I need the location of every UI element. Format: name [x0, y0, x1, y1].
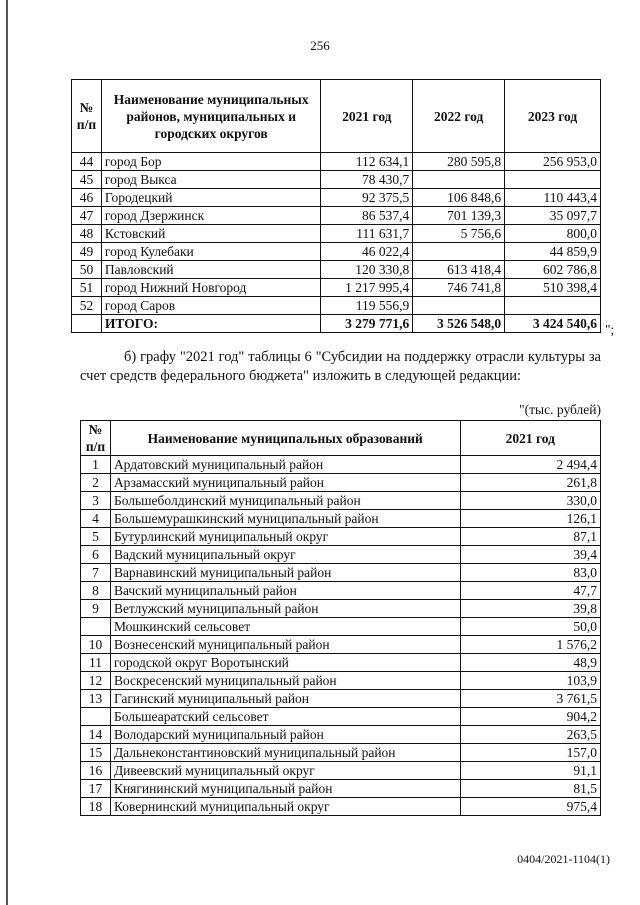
- row-2021: 83,0: [460, 564, 600, 582]
- row-name: Ардатовский муниципальный район: [110, 456, 460, 474]
- table-row: [81, 618, 601, 636]
- row-num: 51: [72, 279, 102, 297]
- table-row: [81, 798, 601, 816]
- table-row: [72, 297, 601, 315]
- row-2021: 112 634,1: [321, 153, 413, 171]
- row-num: 6: [81, 546, 111, 564]
- row-name: городской округ Воротынский: [110, 654, 460, 672]
- row-num: 15: [81, 744, 111, 762]
- row-num: 8: [81, 582, 111, 600]
- row-name: город Саров: [101, 297, 321, 315]
- total-label: ИТОГО:: [101, 315, 321, 333]
- row-2021: 48,9: [460, 654, 600, 672]
- table-row: [72, 171, 601, 189]
- table-row: [81, 492, 601, 510]
- row-num: 13: [81, 690, 111, 708]
- row-name: город Бор: [101, 153, 321, 171]
- row-name: Вознесенский муниципальный район: [110, 636, 460, 654]
- table-row: [81, 726, 601, 744]
- row-num: 14: [81, 726, 111, 744]
- row-2022: 746 741,8: [413, 279, 505, 297]
- row-name: Вачский муниципальный район: [110, 582, 460, 600]
- table-row: [81, 474, 601, 492]
- row-name: Володарский муниципальный район: [110, 726, 460, 744]
- table-row: [81, 564, 601, 582]
- row-2022: 5 756,6: [413, 225, 505, 243]
- row-num: 9: [81, 600, 111, 618]
- row-2022: 106 848,6: [413, 189, 505, 207]
- table-subsidies-districts: [71, 79, 601, 333]
- table-row: [81, 636, 601, 654]
- table1-header-row: [72, 80, 601, 153]
- row-name: Гагинский муниципальный район: [110, 690, 460, 708]
- table-row: [81, 690, 601, 708]
- row-num: 45: [72, 171, 102, 189]
- table-row: [81, 708, 601, 726]
- table-culture-subsidies: [80, 420, 601, 816]
- row-2021: 261,8: [460, 474, 600, 492]
- row-2022: 701 139,3: [413, 207, 505, 225]
- row-num: 16: [81, 762, 111, 780]
- row-2023: 800,0: [505, 225, 601, 243]
- total-2021: 3 279 771,6: [321, 315, 413, 333]
- row-name: Большеаратский сельсовет: [110, 708, 460, 726]
- table-row: [72, 153, 601, 171]
- row-num: 5: [81, 528, 111, 546]
- row-2022: [413, 243, 505, 261]
- row-name: Ковернинский муниципальный округ: [110, 798, 460, 816]
- row-2023: [505, 171, 601, 189]
- row-num: 7: [81, 564, 111, 582]
- row-2021: 39,8: [460, 600, 600, 618]
- page-number: 256: [310, 38, 330, 53]
- row-2021: 103,9: [460, 672, 600, 690]
- row-2021: 3 761,5: [460, 690, 600, 708]
- header-num: № п/п: [81, 421, 111, 456]
- row-2021: 39,4: [460, 546, 600, 564]
- total-row: [72, 315, 601, 333]
- row-num: 48: [72, 225, 102, 243]
- row-2021: 120 330,8: [321, 261, 413, 279]
- row-name: Варнавинский муниципальный район: [110, 564, 460, 582]
- row-2021: 111 631,7: [321, 225, 413, 243]
- row-name: Арзамасский муниципальный район: [110, 474, 460, 492]
- row-num: 17: [81, 780, 111, 798]
- row-name: Вадский муниципальный округ: [110, 546, 460, 564]
- row-2021: 91,1: [460, 762, 600, 780]
- header-2023: 2023 год: [505, 80, 601, 153]
- table-row: [72, 279, 601, 297]
- table-row: [81, 780, 601, 798]
- table-row: [81, 762, 601, 780]
- row-name: Бутурлинский муниципальный округ: [110, 528, 460, 546]
- header-2021: 2021 год: [460, 421, 600, 456]
- unit-note: "(тыс. рублей): [519, 402, 601, 417]
- header-name: Наименование муниципальных районов, муниципальных и городских округов: [101, 80, 321, 153]
- header-2022: 2022 год: [413, 80, 505, 153]
- table-row: [72, 189, 601, 207]
- closing-quote: ";: [605, 322, 615, 337]
- total-2023: 3 424 540,6: [505, 315, 601, 333]
- row-num: 3: [81, 492, 111, 510]
- row-num: 46: [72, 189, 102, 207]
- row-name: Большемурашкинский муниципальный район: [110, 510, 460, 528]
- row-num: 12: [81, 672, 111, 690]
- row-2021: 263,5: [460, 726, 600, 744]
- table-row: [81, 546, 601, 564]
- row-2022: 280 595,8: [413, 153, 505, 171]
- row-num: 11: [81, 654, 111, 672]
- row-num: 2: [81, 474, 111, 492]
- table-row: [81, 510, 601, 528]
- row-num: 52: [72, 297, 102, 315]
- row-name: Ветлужский муниципальный район: [110, 600, 460, 618]
- row-name: город Нижний Новгород: [101, 279, 321, 297]
- row-2021: 1 217 995,4: [321, 279, 413, 297]
- row-2021: 92 375,5: [321, 189, 413, 207]
- row-2021: 975,4: [460, 798, 600, 816]
- row-2021: 87,1: [460, 528, 600, 546]
- table-row: [81, 672, 601, 690]
- table-row: [72, 243, 601, 261]
- table-row: [81, 456, 601, 474]
- table-row: [72, 225, 601, 243]
- row-2021: 2 494,4: [460, 456, 600, 474]
- row-2021: 86 537,4: [321, 207, 413, 225]
- row-2021: 47,7: [460, 582, 600, 600]
- row-2022: 613 418,4: [413, 261, 505, 279]
- row-2023: 602 786,8: [505, 261, 601, 279]
- row-name: город Выкса: [101, 171, 321, 189]
- row-name: Большеболдинский муниципальный район: [110, 492, 460, 510]
- row-2022: [413, 171, 505, 189]
- row-name: Княгининский муниципальный район: [110, 780, 460, 798]
- row-num: 1: [81, 456, 111, 474]
- table-row: [81, 528, 601, 546]
- paragraph-b: б) графу "2021 год" таблицы 6 "Субсидии на поддержку отрасли культуры за счет средств федерального бюджета" изложить в следующей редакции:: [80, 349, 601, 384]
- row-name: Дивеевский муниципальный округ: [110, 762, 460, 780]
- row-2023: 256 953,0: [505, 153, 601, 171]
- row-2021: 157,0: [460, 744, 600, 762]
- row-name: Дальнеконстантиновский муниципальный район: [110, 744, 460, 762]
- row-num: 4: [81, 510, 111, 528]
- table-row: [81, 582, 601, 600]
- row-num: 44: [72, 153, 102, 171]
- row-2021: 50,0: [460, 618, 600, 636]
- table-row: [81, 654, 601, 672]
- row-name: Мошкинский сельсовет: [110, 618, 460, 636]
- row-name: Воскресенский муниципальный район: [110, 672, 460, 690]
- row-num: 47: [72, 207, 102, 225]
- document-code: 0404/2021-1104(1): [517, 852, 610, 866]
- table-row: [81, 744, 601, 762]
- table-row: [72, 261, 601, 279]
- row-2021: 1 576,2: [460, 636, 600, 654]
- table-row: [72, 207, 601, 225]
- row-2023: 35 097,7: [505, 207, 601, 225]
- header-name: Наименование муниципальных образований: [110, 421, 460, 456]
- row-name: город Кулебаки: [101, 243, 321, 261]
- header-2021: 2021 год: [321, 80, 413, 153]
- row-2023: 110 443,4: [505, 189, 601, 207]
- row-2021: 46 022,4: [321, 243, 413, 261]
- row-2021: 126,1: [460, 510, 600, 528]
- row-name: Павловский: [101, 261, 321, 279]
- row-2021: 904,2: [460, 708, 600, 726]
- row-num: [81, 618, 111, 636]
- row-2023: 44 859,9: [505, 243, 601, 261]
- header-num: № п/п: [72, 80, 102, 153]
- table-row: [81, 600, 601, 618]
- row-name: город Дзержинск: [101, 207, 321, 225]
- row-name: Городецкий: [101, 189, 321, 207]
- row-num: 10: [81, 636, 111, 654]
- row-2022: [413, 297, 505, 315]
- row-2021: 119 556,9: [321, 297, 413, 315]
- total-2022: 3 526 548,0: [413, 315, 505, 333]
- row-2021: 78 430,7: [321, 171, 413, 189]
- row-2023: [505, 297, 601, 315]
- table2-header-row: [81, 421, 601, 456]
- row-num: [81, 708, 111, 726]
- row-name: Кстовский: [101, 225, 321, 243]
- row-num: 50: [72, 261, 102, 279]
- row-num: 18: [81, 798, 111, 816]
- row-2021: 81,5: [460, 780, 600, 798]
- row-2021: 330,0: [460, 492, 600, 510]
- total-num-empty: [72, 315, 102, 333]
- row-2023: 510 398,4: [505, 279, 601, 297]
- scan-edge-line: [6, 0, 8, 905]
- row-num: 49: [72, 243, 102, 261]
